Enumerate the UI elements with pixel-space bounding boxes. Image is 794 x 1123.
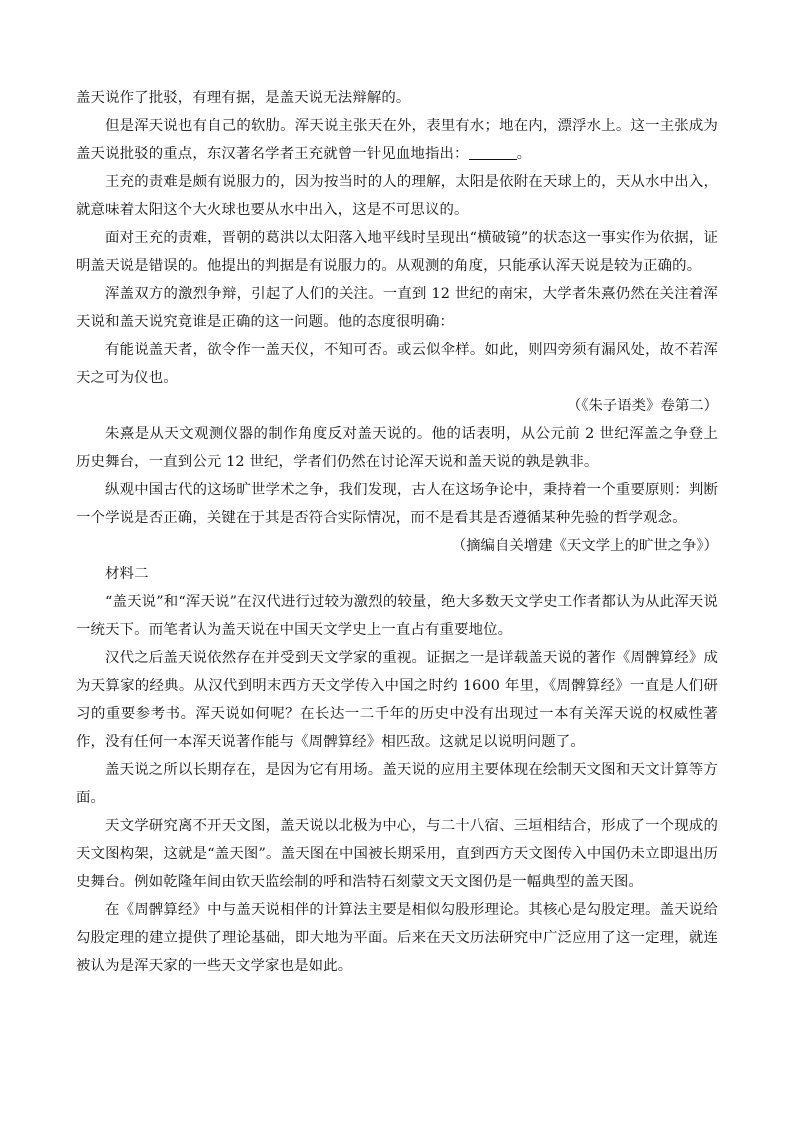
paragraph-star-map [76,812,718,896]
paragraph-zhoubi-suanjing [76,644,718,756]
paragraph-zhu-xi-analysis [76,420,718,476]
citation-source-material-one [76,532,718,560]
paragraph-pythagorean [76,896,718,980]
paragraph-text: 盖天说之所以长期存在，是因为它有用场。盖天说的应用主要体现在绘制天文图和天文计算等方面。 [76,762,718,806]
document-body [76,84,718,980]
citation-text: （《朱子语类》卷第二） [566,398,718,414]
paragraph-zhu-xi-intro [76,280,718,336]
paragraph-text: 汉代之后盖天说依然存在并受到天文学家的重视。证据之一是详载盖天说的著作《周髀算经》成为天算家的经典。从汉代到明末西方天文学传入中国之时约 1600 年里，《周髀算经》一直是人们研习的重要参考书。浑天说如何呢？在长达一二千年的历史中没有出现过一本有关浑天说的权威性著作，没有任何一本浑天说著作能与《周髀算经》相匹敌。这就足以说明问题了。 [76,650,718,750]
citation-text: （摘编自关增建《天文学上的旷世之争》） [451,538,718,554]
paragraph-text: “盖天说”和“浑天说”在汉代进行过较为激烈的较量，绝大多数天文学史工作者都认为从此浑天说一统天下。而笔者认为盖天说在中国天文学史上一直占有重要地位。 [76,594,718,638]
paragraph-text: 朱熹是从天文观测仪器的制作角度反对盖天说的。他的话表明，从公元前 2 世纪浑盖之争登上历史舞台，一直到公元 12 世纪，学者们仍然在讨论浑天说和盖天说的孰是孰非。 [76,426,718,470]
paragraph-continuation [76,84,718,112]
paragraph-text: 浑盖双方的激烈争辩，引起了人们的关注。一直到 12 世纪的南宋，大学者朱熹仍然在关注着浑天说和盖天说究竟谁是正确的这一问题。他的态度很明确： [76,286,718,330]
citation-zhuzi-yulei [76,392,718,420]
paragraph-text: 纵观中国古代的这场旷世学术之争，我们发现，古人在这场争论中，秉持着一个重要原则：判断一个学说是否正确，关键在于其是否符合实际情况，而不是看其是否遵循某种先验的哲学观念。 [76,482,718,526]
quotation-text: 有能说盖天者，欲令作一盖天仪，不知可否。或云似伞样。如此，则四旁须有漏风处，故不若浑天之可为仪也。 [76,342,718,386]
paragraph-text: 面对王充的责难，晋朝的葛洪以太阳落入地平线时呈现出“横破镜”的状态这一事实作为依据，证明盖天说是错误的。他提出的判据是有说服力的。从观测的角度，只能承认浑天说是较为正确的。 [76,230,718,274]
paragraph-text: 但是浑天说也有自己的软肋。浑天说主张天在外，表里有水；地在内，漂浮水上。这一主张成为盖天说批驳的重点，东汉著名学者王充就曾一针见血地指出： [76,118,718,162]
paragraph-usefulness [76,756,718,812]
paragraph-text: 王充的责难是颇有说服力的，因为按当时的人的理解，太阳是依附在天球上的，天从水中出入，就意味着太阳这个大火球也要从水中出入，这是不可思议的。 [76,174,718,218]
paragraph-wang-chong [76,168,718,224]
paragraph-text: 天文学研究离不开天文图，盖天说以北极为中心，与二十八宿、三垣相结合，形成了一个现成的天文图构架，这就是“盖天图”。盖天图在中国被长期采用，直到西方天文图传入中国仍未立即退出历史舞台。例如乾隆年间由钦天监绘制的呼和浩特石刻蒙文天文图仍是一幅典型的盖天图。 [76,818,718,890]
paragraph-ge-hong [76,224,718,280]
quotation-zhu-xi [76,336,718,392]
paragraph-conclusion [76,476,718,532]
fill-in-blank [469,145,517,160]
paragraph-text: 在《周髀算经》中与盖天说相伴的计算法主要是相似勾股形理论。其核心是勾股定理。盖天说给勾股定理的建立提供了理论基础，即大地为平面。后来在天文历法研究中广泛应用了这一定理，就连被认为是浑天家的一些天文学家也是如此。 [76,902,718,974]
paragraph-hun-tian-weakness [76,112,718,168]
paragraph-end-mark: 。 [516,146,532,162]
paragraph-text: 盖天说作了批驳，有理有据，是盖天说无法辩解的。 [76,90,411,106]
heading-text: 材料二 [105,566,149,582]
paragraph-contest [76,588,718,644]
section-heading-material-two [76,560,718,588]
